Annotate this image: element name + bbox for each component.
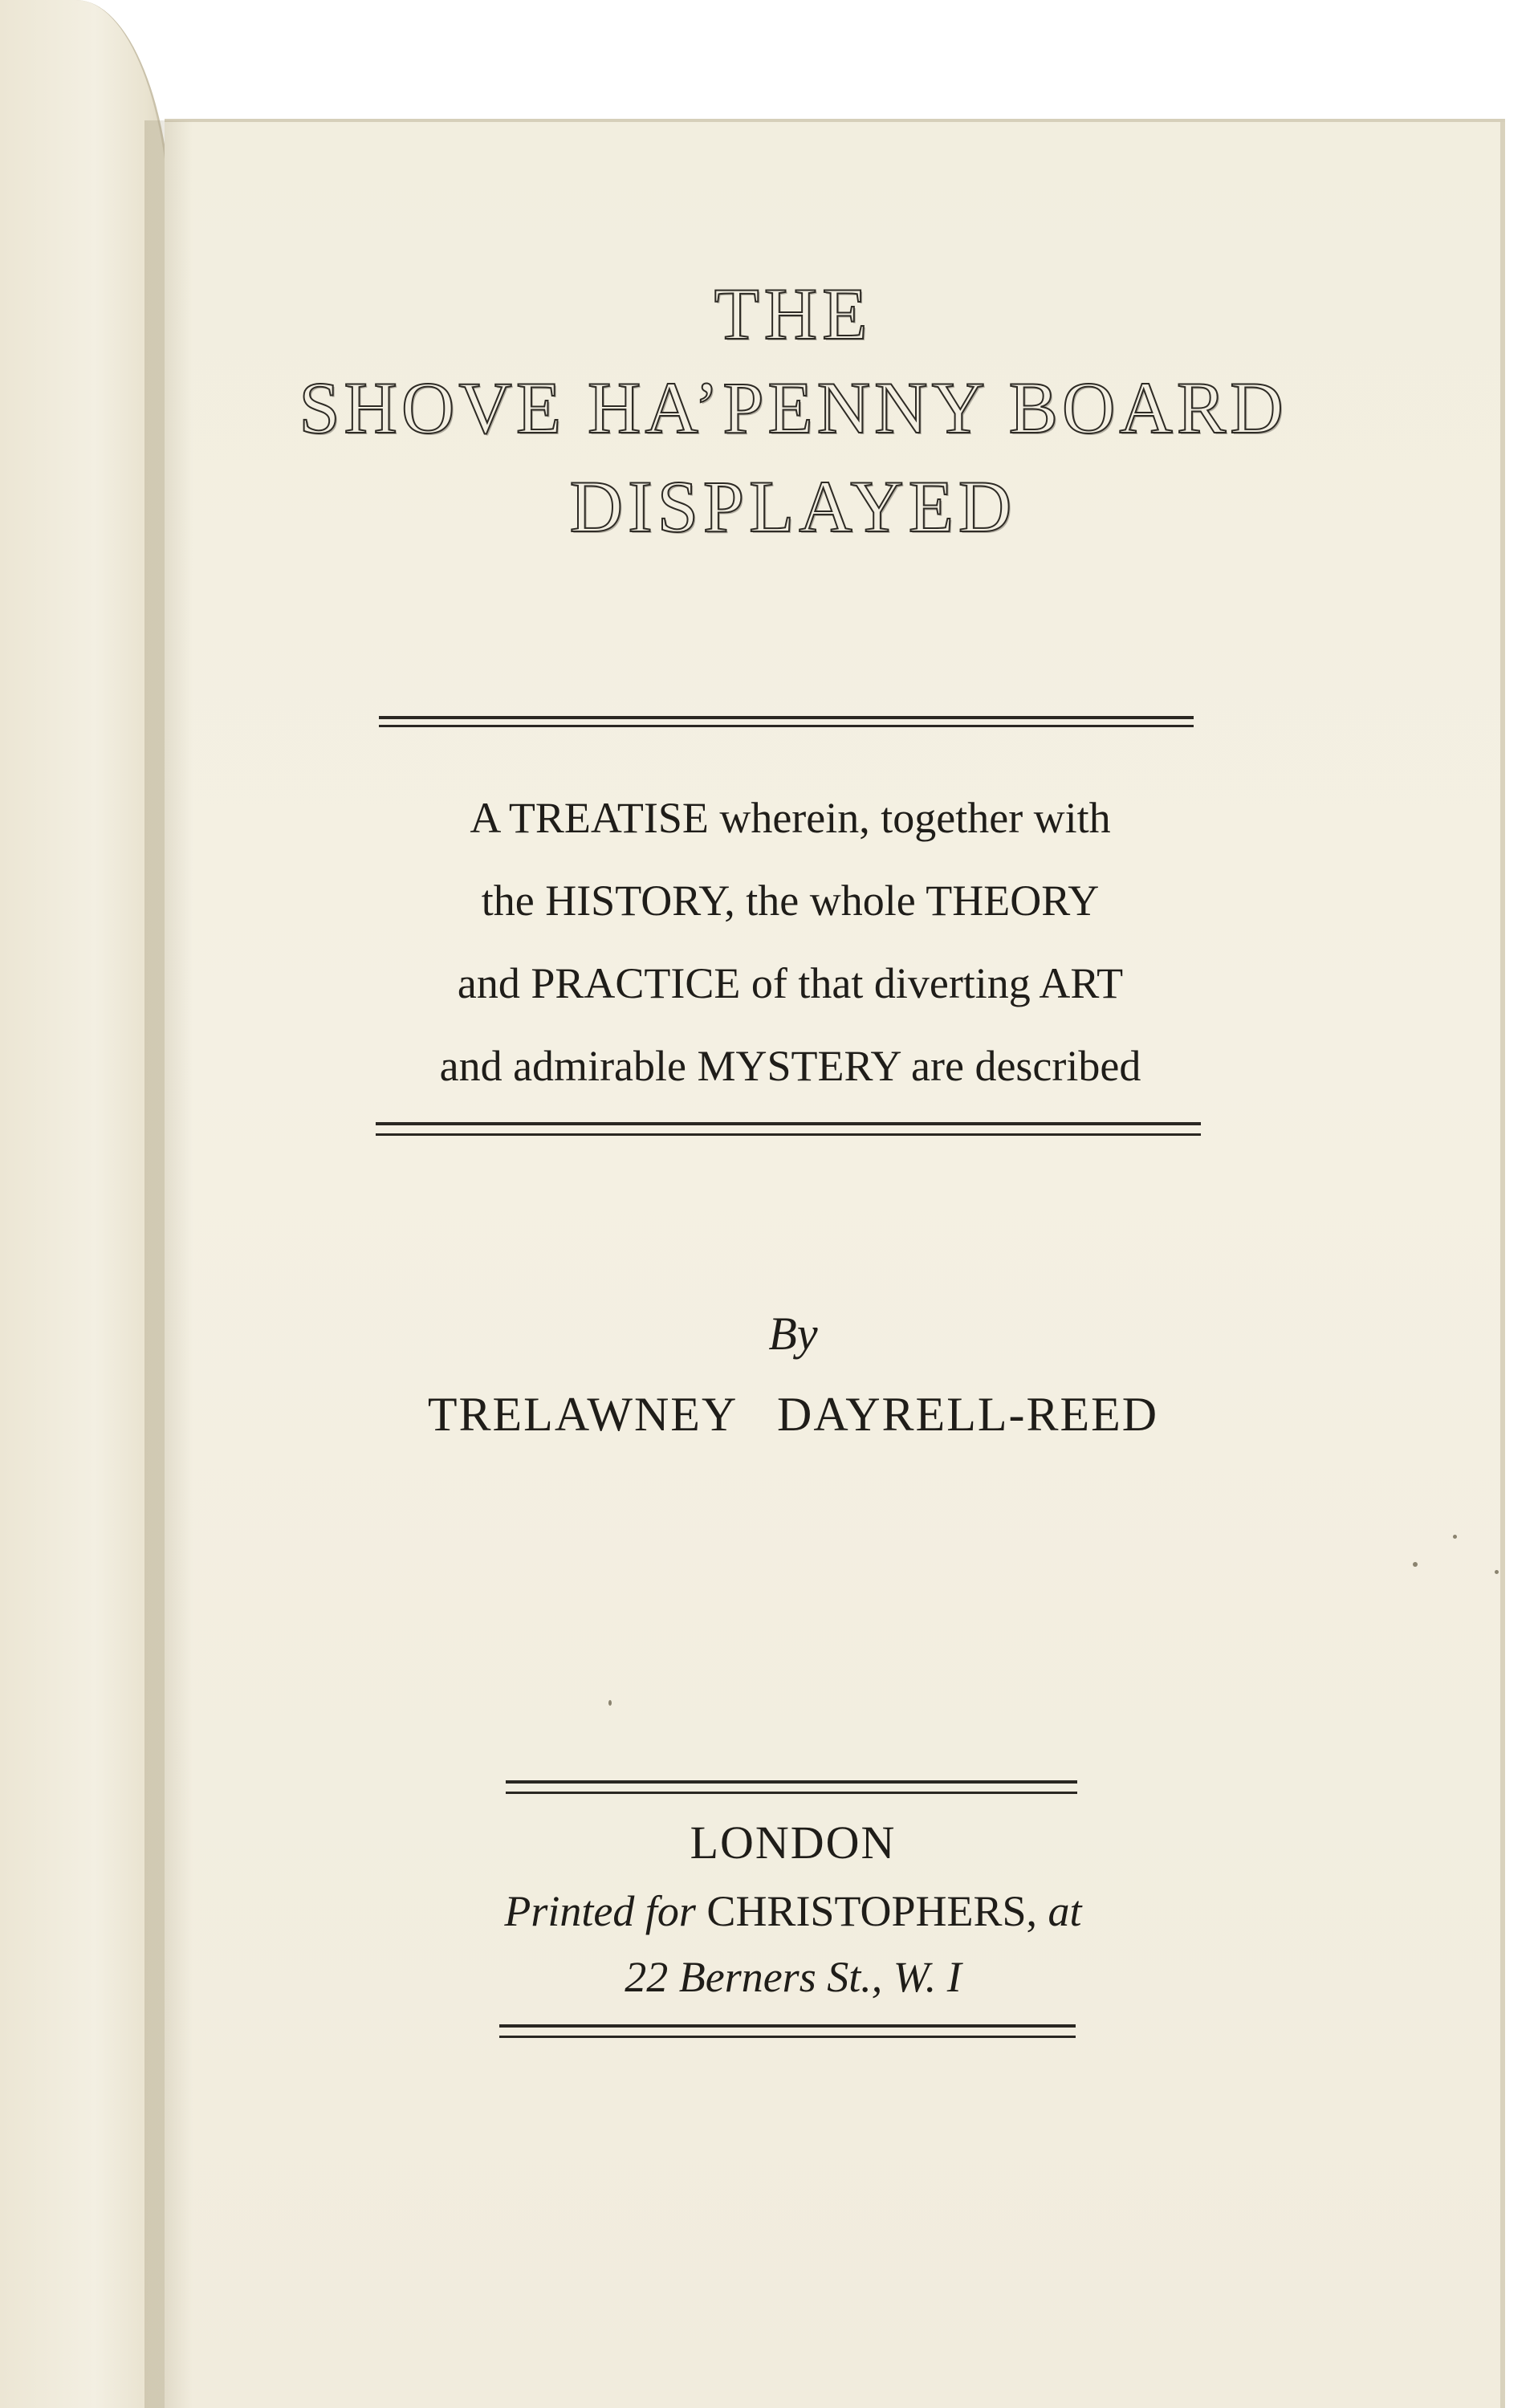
paper-speck xyxy=(1495,1570,1499,1574)
imprint-publisher-line xyxy=(165,1886,1422,1936)
subtitle-line-2: the HISTORY, the whole THEORY xyxy=(481,877,1100,925)
subtitle-line-4: and admirable MYSTERY are described xyxy=(439,1042,1141,1090)
imprint-city: LONDON xyxy=(690,1816,897,1869)
rule-mid-1 xyxy=(376,1122,1201,1125)
title-block xyxy=(165,273,1422,355)
subtitle-line-1: A TREATISE wherein, together with xyxy=(470,794,1111,842)
paper-speck xyxy=(1413,1562,1418,1567)
title-line-2: SHOVE HA’PENNY BOARD xyxy=(299,367,1288,449)
subtitle-line-3: and PRACTICE of that diverting ART xyxy=(457,959,1124,1007)
rule-mid-2 xyxy=(376,1133,1201,1136)
by-label: By xyxy=(768,1308,818,1360)
title-block-3 xyxy=(165,466,1422,547)
gutter-shadow xyxy=(144,120,193,2408)
subtitle xyxy=(379,777,1202,1108)
rule-imprint-bottom-1 xyxy=(499,2024,1076,2028)
rule-imprint-top-2 xyxy=(506,1792,1077,1794)
imprint-address: 22 Berners St., W. I xyxy=(625,1953,962,2001)
paper-speck xyxy=(608,1700,612,1706)
author-name: TRELAWNEY DAYRELL-REED xyxy=(427,1388,1159,1441)
title-line-3: DISPLAYED xyxy=(569,466,1017,547)
rule-imprint-top-1 xyxy=(506,1780,1077,1784)
rule-top-2 xyxy=(379,725,1194,727)
rule-top-1 xyxy=(379,716,1194,719)
title-block-2 xyxy=(165,367,1422,449)
rule-imprint-bottom-2 xyxy=(499,2036,1076,2038)
paper-speck xyxy=(1453,1535,1457,1539)
title-line-1: THE xyxy=(714,273,873,355)
printed-for-text: Printed for xyxy=(504,1887,696,1935)
publisher-name: CHRISTOPHERS, xyxy=(706,1887,1038,1935)
at-text: at xyxy=(1048,1887,1082,1935)
